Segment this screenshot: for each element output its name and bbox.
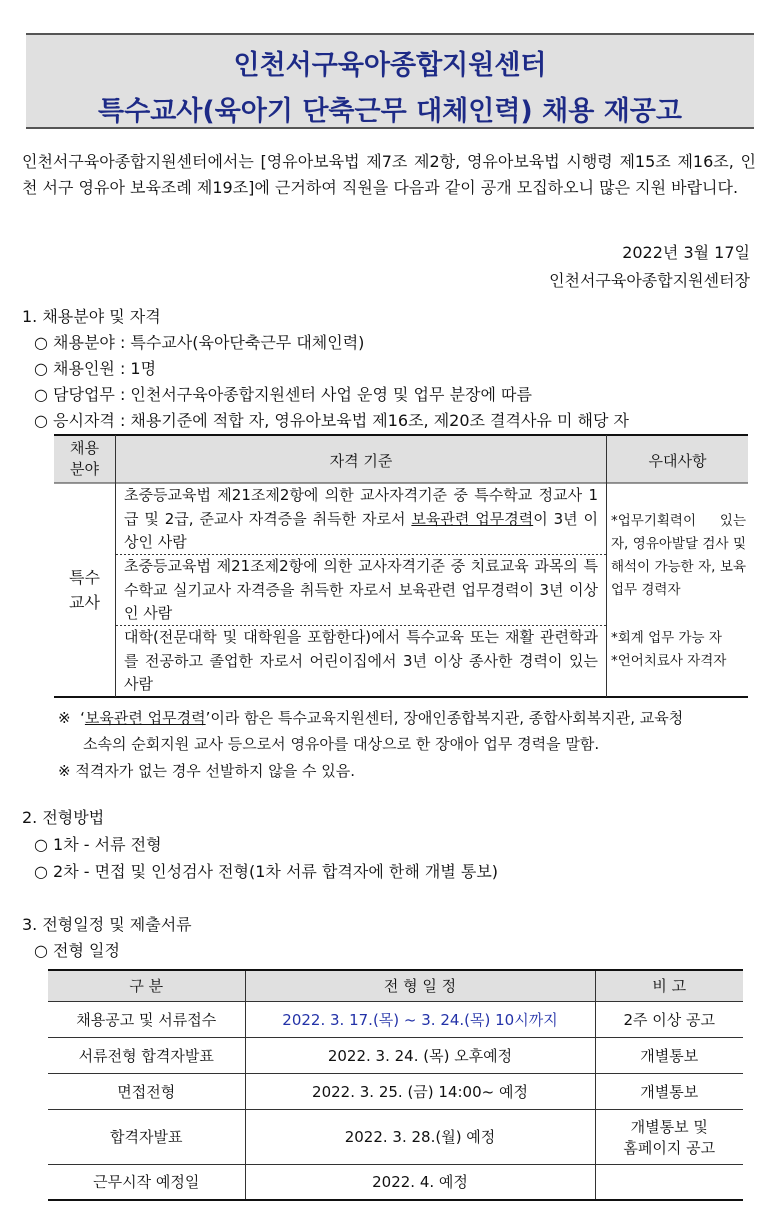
section3-heading: 3. 전형일정 및 제출서류 bbox=[22, 915, 192, 934]
criteria-item-2: 초중등교육법 제21조제2항에 의한 교사자격기준 중 치료교육 과목의 특수학교 실기교사 자격증을 취득한 자로서 보육관련 업무경력이 3년 이상인 사람 bbox=[124, 557, 598, 622]
schedule-header-note: 비 고 bbox=[595, 970, 743, 1001]
criteria-item-1: 초중등교육법 제21조제2항에 의한 교사자격기준 중 특수학교 정교사 1급 및 2급, 준교사 자격증을 취득한 자로서 보육관련 업무경력이 3년 이상인 사람 bbox=[124, 486, 598, 551]
note-career-definition-cont: 소속의 순회지원 교사 등으로서 영유아를 대상으로 한 장애아 업무 경력을 말함. bbox=[83, 735, 600, 753]
note-career-definition: ※ ‘보육관련 업무경력’이라 함은 특수교육지원센터, 장애인종합복지관, 종합사회복지관, 교육청 bbox=[58, 709, 684, 727]
table-row: 채용공고 및 서류접수 2022. 3. 17.(목) ~ 3. 24.(목) 10시까지 2주 이상 공고 bbox=[48, 1001, 743, 1037]
preference-item-3: *언어치료사 자격자 bbox=[611, 653, 727, 669]
table-row: 근무시작 예정일 2022. 4. 예정 bbox=[48, 1164, 743, 1200]
section2-item: ○ 1차 - 서류 전형 bbox=[34, 835, 162, 854]
header-field: 채용 분야 bbox=[70, 439, 99, 478]
section1-item: ○ 담당업무 : 인천서구육아종합지원센터 사업 운영 및 업무 분장에 따름 bbox=[34, 385, 532, 404]
preference-item-2: *회계 업무 가능 자 bbox=[611, 630, 722, 646]
note-no-candidate: ※ 적격자가 없는 경우 선발하지 않을 수 있음. bbox=[58, 762, 356, 780]
schedule-header-date: 전 형 일 정 bbox=[245, 970, 595, 1001]
header-preference: 우대사항 bbox=[648, 452, 707, 470]
section3-subheading: ○ 전형 일정 bbox=[34, 941, 120, 960]
section1-item: ○ 채용인원 : 1명 bbox=[34, 359, 157, 378]
schedule-table bbox=[48, 969, 743, 1201]
title-box bbox=[26, 33, 754, 129]
qualification-table bbox=[54, 434, 748, 698]
header-criteria: 자격 기준 bbox=[329, 452, 393, 470]
section1-heading: 1. 채용분야 및 자격 bbox=[22, 307, 161, 326]
table-row: 합격자발표 2022. 3. 28.(월) 예정 개별통보 및 홈페이지 공고 bbox=[48, 1109, 743, 1164]
issuer-name: 인천서구육아종합지원센터장 bbox=[549, 271, 750, 290]
intro-paragraph: 인천서구육아종합지원센터에서는 [영유아보육법 제7조 제2항, 영유아보육법 시행령 제15조 제16조, 인천 서구 영유아 보육조례 제19조]에 근거하여 직원을 다음과 같이 공개 모집하오니 많은 지원 바랍니다. bbox=[22, 152, 756, 197]
section1-item: ○ 응시자격 : 채용기준에 적합 자, 영유아보육법 제16조, 제20조 결격사유 미 해당 자 bbox=[34, 411, 629, 430]
section1-item: ○ 채용분야 : 특수교사(육아단축근무 대체인력) bbox=[34, 333, 365, 352]
field-special-teacher: 특수 교사 bbox=[69, 568, 100, 612]
section2-item: ○ 2차 - 면접 및 인성검사 전형(1차 서류 합격자에 한해 개별 통보) bbox=[34, 862, 499, 881]
preference-item-1: *업무기획력이 있는 자, 영유아발달 검사 및 해석이 가능한 자, 보육업무 경력자 bbox=[611, 513, 746, 598]
table-row: 면접전형 2022. 3. 25. (금) 14:00~ 예정 개별통보 bbox=[48, 1073, 743, 1109]
section2-heading: 2. 전형방법 bbox=[22, 808, 105, 827]
title-line-1: 인천서구육아종합지원센터 bbox=[233, 50, 547, 81]
notice-date: 2022년 3월 17일 bbox=[622, 243, 750, 262]
title-line-2: 특수교사(육아기 단축근무 대체인력) 채용 재공고 bbox=[98, 96, 682, 127]
table-row: 서류전형 합격자발표 2022. 3. 24. (목) 오후예정 개별통보 bbox=[48, 1037, 743, 1073]
schedule-header-category: 구 분 bbox=[48, 970, 245, 1001]
criteria-item-3: 대학(전문대학 및 대학원을 포함한다)에서 특수교육 또는 재활 관련학과를 전공하고 졸업한 자로서 어린이집에서 3년 이상 종사한 경력이 있는 사람 bbox=[124, 628, 598, 693]
